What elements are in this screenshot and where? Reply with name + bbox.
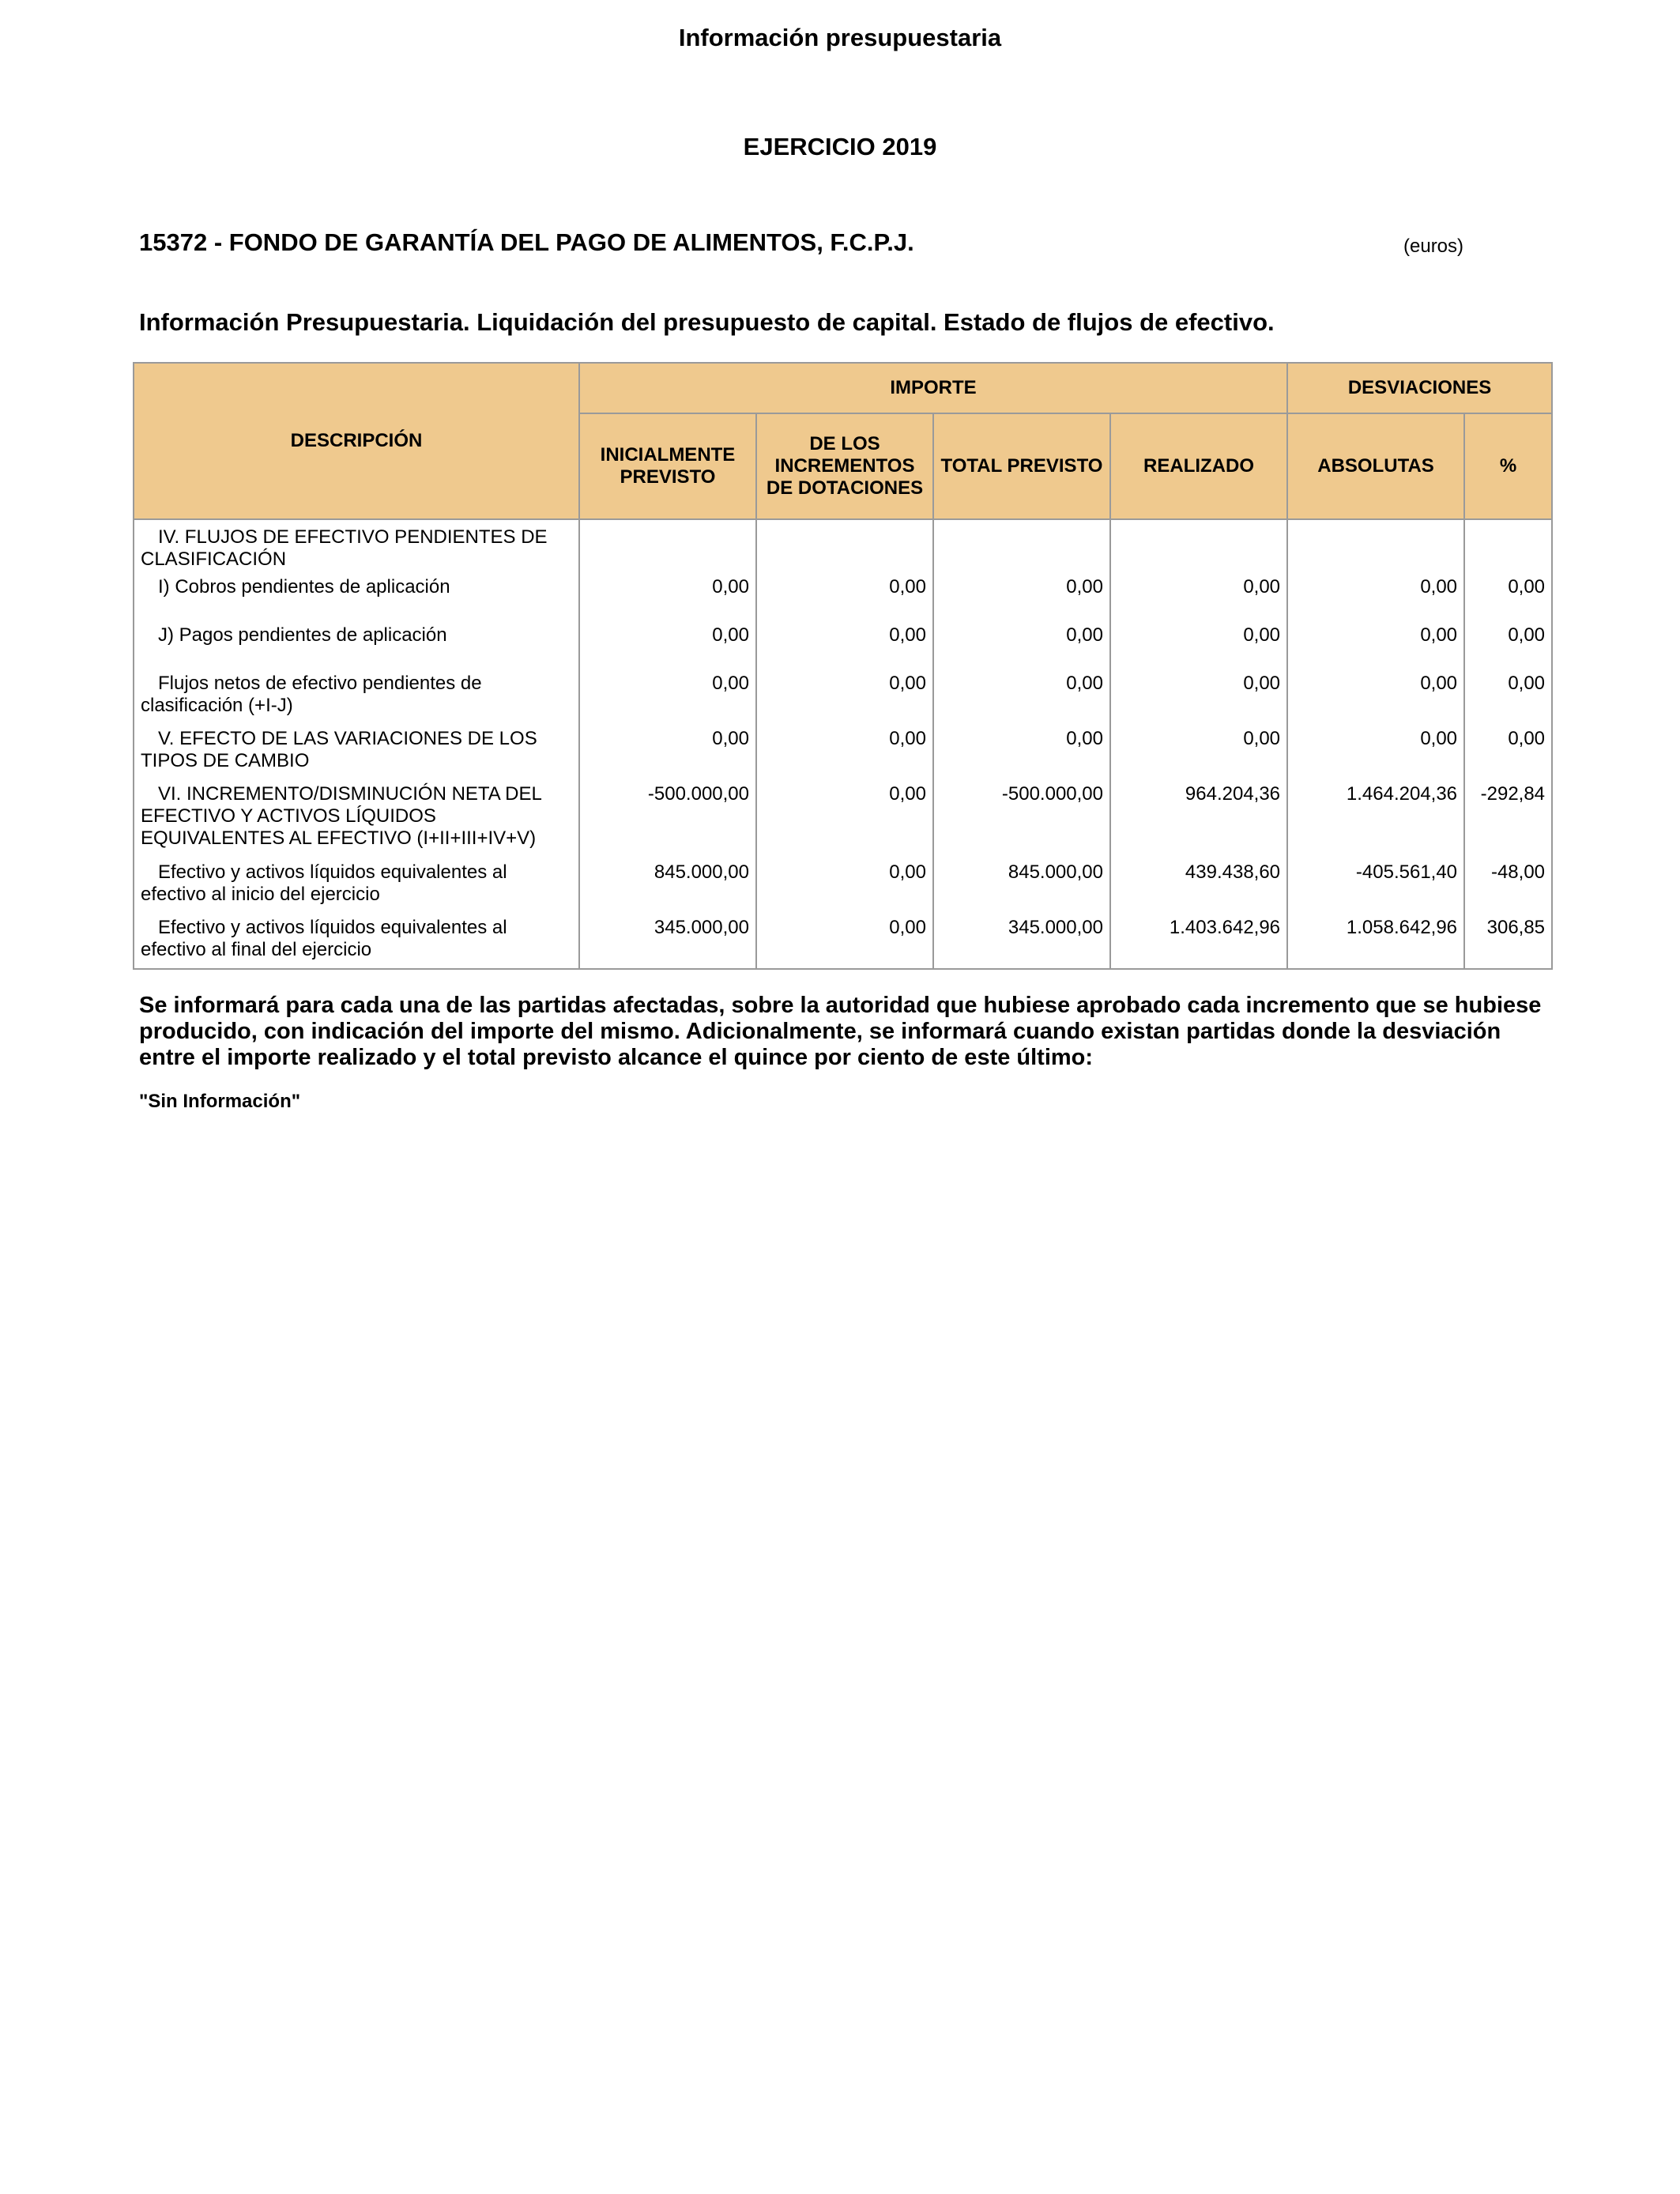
- cell-percent: 0,00: [1464, 673, 1552, 728]
- cell-total-previsto: 0,00: [933, 673, 1110, 728]
- table-row: [134, 861, 1552, 917]
- cell-realizado: 1.403.642,96: [1110, 917, 1287, 969]
- cell-inicialmente-previsto: 0,00: [579, 624, 756, 673]
- table-row: [134, 783, 1552, 861]
- column-header-inicialmente-previsto: INICIALMENTE PREVISTO: [579, 413, 756, 519]
- cell-absolutas: 0,00: [1287, 624, 1464, 673]
- report-subtitle: Información Presupuestaria. Liquidación del presupuesto de capital. Estado de flujos de efectivo.: [139, 308, 1275, 336]
- cell-inicialmente-previsto: 0,00: [579, 673, 756, 728]
- cell-absolutas: 0,00: [1287, 728, 1464, 783]
- cell-absolutas: 0,00: [1287, 576, 1464, 624]
- units-label: (euros): [1403, 236, 1464, 257]
- cell-total-previsto: 845.000,00: [933, 861, 1110, 917]
- no-information-text: "Sin Información": [139, 1091, 301, 1112]
- cell-incrementos: 0,00: [756, 673, 933, 728]
- cell-percent: 0,00: [1464, 728, 1552, 783]
- column-header-percent: %: [1464, 413, 1552, 519]
- table-row: [134, 519, 1552, 576]
- cell-incrementos: 0,00: [756, 576, 933, 624]
- table-row: [134, 576, 1552, 624]
- cell-total-previsto: 0,00: [933, 728, 1110, 783]
- cell-percent: 0,00: [1464, 576, 1552, 624]
- cell-inicialmente-previsto: 845.000,00: [579, 861, 756, 917]
- cell-incrementos: 0,00: [756, 917, 933, 969]
- exercise-title: EJERCICIO 2019: [743, 133, 937, 160]
- cell-incrementos: 0,00: [756, 728, 933, 783]
- cell-realizado: 964.204,36: [1110, 783, 1287, 861]
- column-header-total-previsto: TOTAL PREVISTO: [933, 413, 1110, 519]
- cell-realizado: 0,00: [1110, 576, 1287, 624]
- table-row: [134, 917, 1552, 969]
- cell-inicialmente-previsto: -500.000,00: [579, 783, 756, 861]
- cell-total-previsto: 345.000,00: [933, 917, 1110, 969]
- column-header-incrementos: DE LOS INCREMENTOS DE DOTACIONES: [756, 413, 933, 519]
- cell-percent: 306,85: [1464, 917, 1552, 969]
- cell-absolutas: [1287, 519, 1464, 576]
- cell-incrementos: [756, 519, 933, 576]
- cell-total-previsto: 0,00: [933, 624, 1110, 673]
- cell-realizado: 439.438,60: [1110, 861, 1287, 917]
- row-description: IV. FLUJOS DE EFECTIVO PENDIENTES DE CLASIFICACIÓN: [134, 519, 579, 576]
- cell-total-previsto: [933, 519, 1110, 576]
- row-description: V. EFECTO DE LAS VARIACIONES DE LOS TIPOS DE CAMBIO: [134, 728, 579, 783]
- cell-total-previsto: -500.000,00: [933, 783, 1110, 861]
- group-header-desviaciones: DESVIACIONES: [1287, 363, 1552, 413]
- cell-absolutas: 0,00: [1287, 673, 1464, 728]
- page-header-title: Información presupuestaria: [678, 24, 1002, 51]
- cell-percent: -48,00: [1464, 861, 1552, 917]
- cell-incrementos: 0,00: [756, 861, 933, 917]
- table-row: [134, 624, 1552, 673]
- deviation-note: Se informará para cada una de las partidas afectadas, sobre la autoridad que hubiese aprobado cada incremento que se hubiese producido, con indicación del importe del mismo. Adicionalmente, se informará cuando existan partidas donde la desviación entre el importe realizado y el total previsto alcance el quince por ciento de este último:: [139, 993, 1542, 1070]
- cell-incrementos: 0,00: [756, 624, 933, 673]
- cell-inicialmente-previsto: 0,00: [579, 728, 756, 783]
- entity-title: 15372 - FONDO DE GARANTÍA DEL PAGO DE ALIMENTOS, F.C.P.J.: [139, 228, 914, 256]
- table-row: [134, 728, 1552, 783]
- cell-percent: [1464, 519, 1552, 576]
- cell-realizado: 0,00: [1110, 624, 1287, 673]
- row-description: Flujos netos de efectivo pendientes de clasificación (+I-J): [134, 673, 579, 728]
- row-description: VI. INCREMENTO/DISMINUCIÓN NETA DEL EFECTIVO Y ACTIVOS LÍQUIDOS EQUIVALENTES AL EFECTIVO (I+II+III+IV+V): [134, 783, 579, 861]
- column-header-absolutas: ABSOLUTAS: [1287, 413, 1464, 519]
- cell-total-previsto: 0,00: [933, 576, 1110, 624]
- cell-inicialmente-previsto: 0,00: [579, 576, 756, 624]
- cell-realizado: 0,00: [1110, 728, 1287, 783]
- cell-absolutas: -405.561,40: [1287, 861, 1464, 917]
- row-description: J) Pagos pendientes de aplicación: [134, 624, 579, 673]
- cell-incrementos: 0,00: [756, 783, 933, 861]
- cash-flow-table: [133, 362, 1553, 970]
- column-header-description: DESCRIPCIÓN: [134, 363, 579, 519]
- cell-absolutas: 1.464.204,36: [1287, 783, 1464, 861]
- column-header-realizado: REALIZADO: [1110, 413, 1287, 519]
- cell-percent: 0,00: [1464, 624, 1552, 673]
- cell-inicialmente-previsto: [579, 519, 756, 576]
- row-description: Efectivo y activos líquidos equivalentes al efectivo al inicio del ejercicio: [134, 861, 579, 917]
- table-row: [134, 673, 1552, 728]
- cell-inicialmente-previsto: 345.000,00: [579, 917, 756, 969]
- row-description: I) Cobros pendientes de aplicación: [134, 576, 579, 624]
- cell-realizado: [1110, 519, 1287, 576]
- group-header-importe: IMPORTE: [579, 363, 1287, 413]
- row-description: Efectivo y activos líquidos equivalentes al efectivo al final del ejercicio: [134, 917, 579, 969]
- cell-realizado: 0,00: [1110, 673, 1287, 728]
- cell-percent: -292,84: [1464, 783, 1552, 861]
- cell-absolutas: 1.058.642,96: [1287, 917, 1464, 969]
